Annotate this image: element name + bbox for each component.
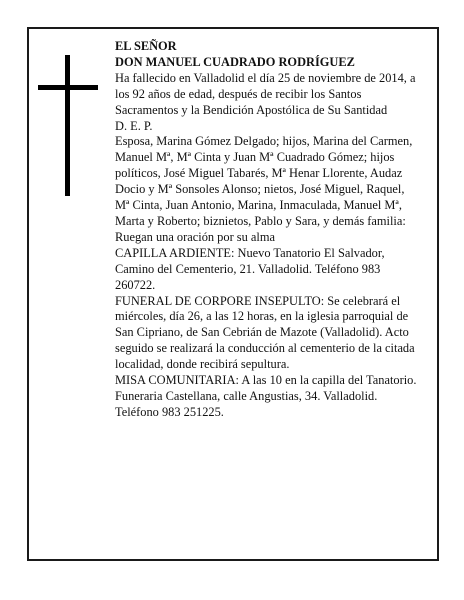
family-list: Esposa, Marina Gómez Delgado; hijos, Marina del Carmen, Manuel Mª, Mª Cinta y Juan Mª Cuadrado Gómez; hijos políticos, José Miguel Tabarés, Mª Henar Llorente, Audaz Docio y Mª Sonsoles Alonso; nietos, José Miguel, Raquel, Mª Cinta, Juan Antonio, Marina, Inmaculada, Manuel Mª, Marta y Roberto; biznietos, Pablo y Sara, y demás familia: [115, 134, 413, 228]
prayer-request: Ruegan una oración por su alma [115, 229, 275, 244]
obituary-text [115, 39, 421, 421]
death-notice: Ha fallecido en Valladolid el día 25 de noviembre de 2014, a los 92 años de edad, después de recibir los Santos Sacramentos y la Bendición Apostólica de Su Santidad [115, 70, 416, 117]
mass-info: MISA COMUNITARIA: A las 10 en la capilla del Tanatorio. [115, 373, 417, 388]
funeral-info: FUNERAL DE CORPORE INSEPULTO: Se celebrará el miércoles, día 26, a las 12 horas, en la iglesia parroquial de San Cipriano, de San Cebrián de Mazote (Valladolid). Acto seguido se realizará la conducción al cementerio de la citada localidad, donde recibirá sepultura. [115, 293, 415, 372]
chapel-info: CAPILLA ARDIENTE: Nuevo Tanatorio El Salvador, Camino del Cementerio, 21. Valladolid. Teléfono 983 260722. [115, 245, 385, 292]
rip: D. E. P. [115, 118, 153, 133]
deceased-name: DON MANUEL CUADRADO RODRÍGUEZ [115, 54, 355, 69]
cross-icon [65, 55, 70, 196]
funeral-home-info: Funeraria Castellana, calle Angustias, 34. Valladolid. Teléfono 983 251225. [115, 388, 378, 419]
heading: EL SEÑOR [115, 39, 177, 53]
cross-icon-bar [38, 85, 98, 90]
